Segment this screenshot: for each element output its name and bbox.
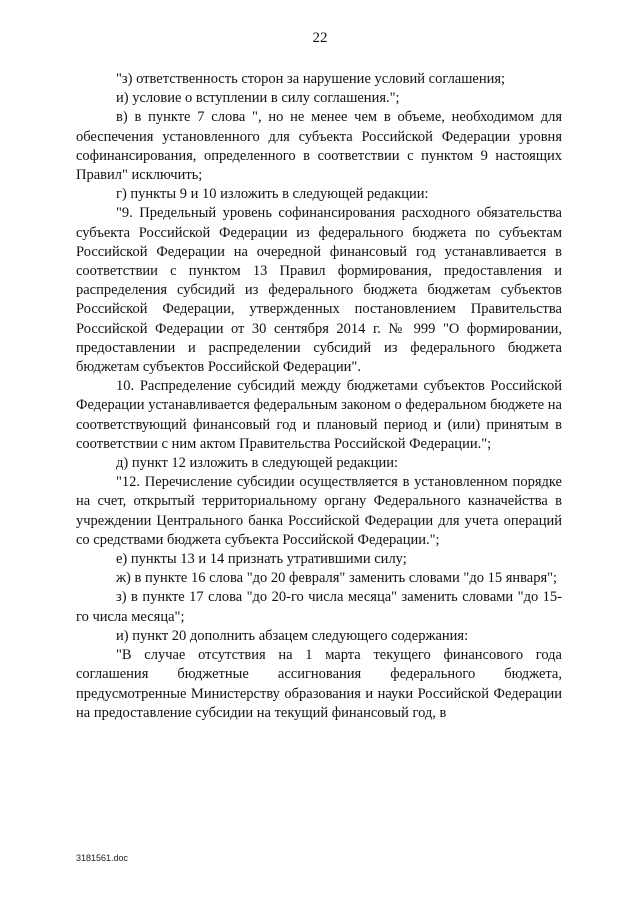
paragraph: г) пункты 9 и 10 изложить в следующей редакции:	[116, 186, 429, 203]
paragraph: в) в пункте 7 слова ", но не менее чем в объеме, необходимом для обеспечения установленного для субъекта Российской Федерации уровня софинансирования, определенного в соответствии с пунктом 9 настоящих Правил" исключить;	[76, 109, 562, 184]
paragraph: "9. Предельный уровень софинансирования расходного обязательства субъекта Российской Федерации из федерального бюджета по субъектам Российской Федерации на очередной финансовый год устанавливается в соответствии с пунктом 13 Правил формирования, предоставления и распределения субсидий из федерального бюджета бюджетам субъектов Российской Федерации, утвержденных постановлением Правительства Российской Федерации от 30 сентября 2014 г. № 999 "О формировании, предоставлении и распределении субсидий из федерального бюджета бюджетам субъектов Российской Федерации".	[76, 205, 562, 376]
paragraph: и) пункт 20 дополнить абзацем следующего содержания:	[116, 627, 469, 644]
paragraph: е) пункты 13 и 14 признать утратившими силу;	[116, 551, 407, 568]
page-number: 22	[312, 30, 328, 46]
paragraph: 10. Распределение субсидий между бюджетами субъектов Российской Федерации устанавливается федеральным законом о федеральном бюджете на соответствующий финансовый год и плановый период и (или) принятым в соответствии с ним актом Правительства Российской Федерации.";	[76, 378, 562, 452]
paragraph: ж) в пункте 16 слова "до 20 февраля" заменить словами "до 15 января";	[116, 570, 558, 587]
paragraph: "12. Перечисление субсидии осуществляется в установленном порядке на счет, открытый территориальному органу Федерального казначейства в учреждении Центрального банка Российской Федерации для учета операций со средствами бюджета субъекта Российской Федерации.";	[76, 474, 562, 548]
paragraph: з) в пункте 17 слова "до 20-го числа месяца" заменить словами "до 15-го числа месяца";	[76, 589, 562, 625]
paragraph: и) условие о вступлении в силу соглашения.";	[116, 90, 400, 107]
document-body	[76, 70, 562, 723]
document-footer: 3181561.doc	[76, 853, 129, 863]
paragraph: "В случае отсутствия на 1 марта текущего финансового года соглашения бюджетные ассигнования федерального бюджета, предусмотренные Министерству образования и науки Российской Федерации на предоставление субсидии на текущий финансовый год, в	[76, 647, 562, 721]
paragraph: д) пункт 12 изложить в следующей редакции:	[116, 455, 398, 472]
paragraph: "з) ответственность сторон за нарушение условий соглашения;	[116, 71, 506, 87]
